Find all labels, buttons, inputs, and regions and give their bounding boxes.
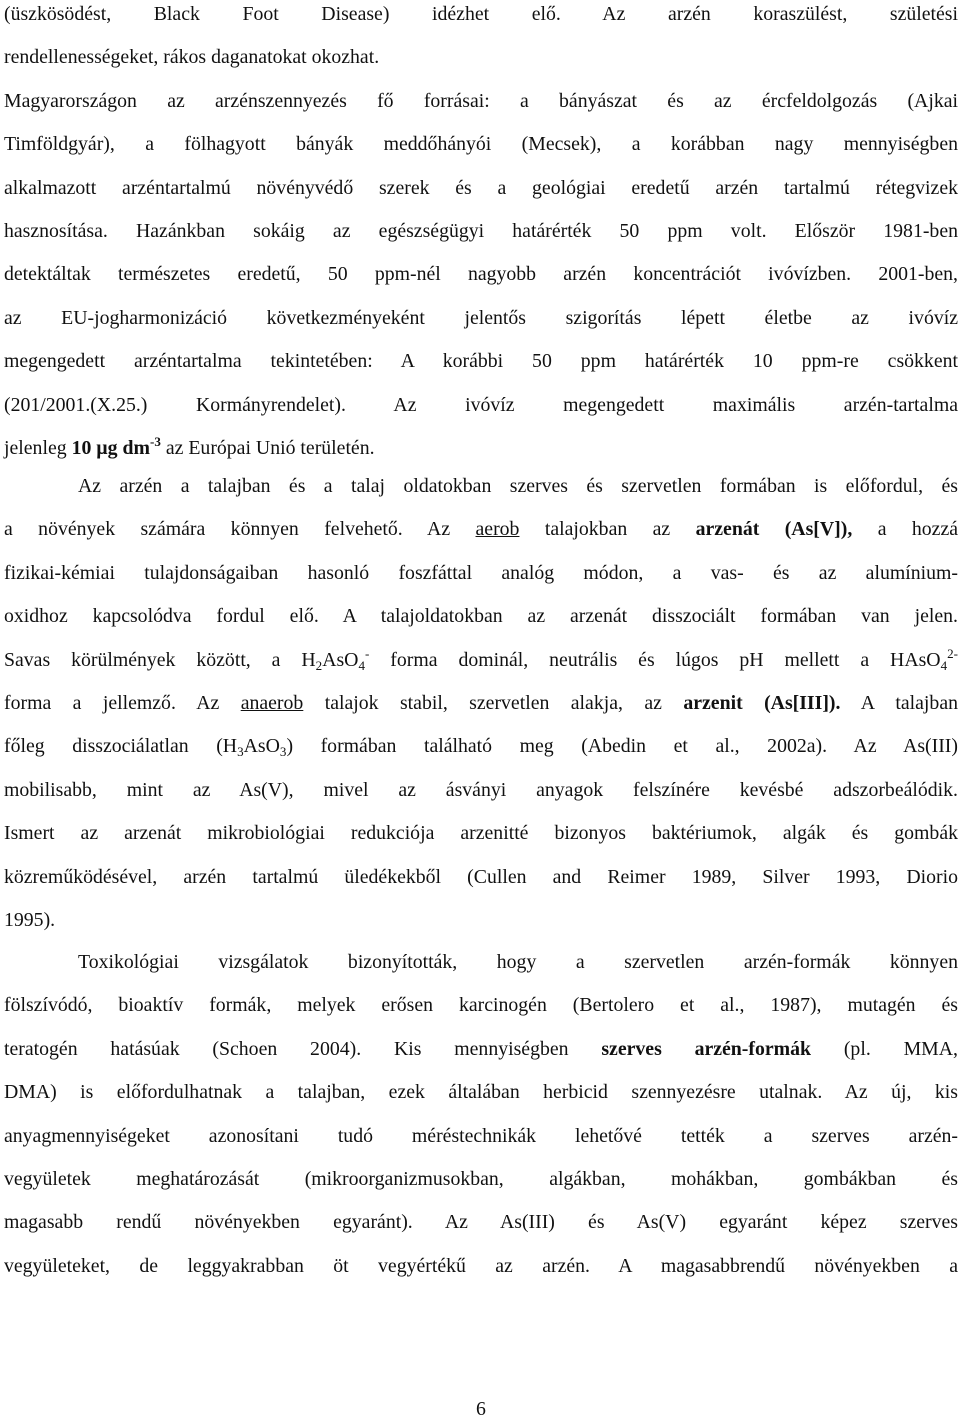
document-page: [4, 0, 958, 1420]
superscript: -: [365, 645, 370, 661]
text-line: Timföldgyár), a fölhagyott bányák meddőhányói (Mecsek), a korábban nagy mennyiségben: [4, 133, 958, 156]
text-line: anyagmennyiségeket azonosítani tudó méréstechnikák lehetővé tették a szerves arzén-: [4, 1124, 958, 1147]
paragraph-arsenic-forms-in-soil: [4, 465, 958, 942]
bold-term: szerves arzén-formák: [601, 1037, 812, 1060]
text-line: magasabb rendű növényekben egyaránt). Az As(III) és As(V) egyaránt képez szerves: [4, 1211, 958, 1234]
text-line: főleg disszociálatlan $(H_3AsO_3)$ formában található meg (Abedin et al., 2002a). Az As(III): [4, 735, 958, 760]
text-line: oxidhoz kapcsolódva fordul elő. A talajoldatokban az arzenát disszociált formában van jelen.: [4, 605, 958, 628]
text-line: fölszívódó, bioaktív formák, melyek erősen karcinogén (Bertolero et al., 1987), mutagén és: [4, 994, 958, 1017]
text-line: Magyarországon az arzénszennyezés fő forrásai: a bányászat és az ércfeldolgozás (Ajkai: [4, 89, 958, 112]
text-line: Ismert az arzenát mikrobiológiai redukciója arzenitté bizonyos baktériumok, algák és gombák: [4, 822, 958, 845]
text-line: Toxikológiai vizsgálatok bizonyították, hogy a szervetlen arzén-formák könnyen: [78, 951, 958, 973]
bold-term: arzenát (As[V]),: [695, 518, 853, 541]
text-line: a növények számára könnyen felvehető. Az aerob talajokban az arzenát (As[V]), a hozzá: [4, 518, 958, 541]
text-line: Az arzén a talajban és a talaj oldatokban szerves és szervetlen formában is előfordul, és: [78, 475, 958, 497]
text-line: megengedett arzéntartalma tekintetében: A korábbi 50 ppm határérték 10 ppm-re csökkent: [4, 350, 958, 373]
text-line: rendellenességeket, rákos daganatokat okozhat.: [4, 46, 380, 69]
text-line: DMA) is előfordulhatnak a talajban, ezek általában herbicid szennyezésre utalnak. Az új, kis: [4, 1081, 958, 1104]
text-line: hasznosítása. Hazánkban sokáig az egészségügyi határérték 50 ppm volt. Először 1981-ben: [4, 219, 958, 242]
text-run: jelenleg: [4, 436, 72, 459]
text-line: vegyületek meghatározását (mikroorganizmusokban, algákban, mohákban, gombákban és: [4, 1167, 958, 1190]
text-line: alkalmazott arzéntartalmú növényvédő szerek és a geológiai eredetű arzén tartalmú rétegvizek: [4, 176, 958, 199]
subscript: 2: [315, 657, 323, 673]
text-line: [4, 427, 958, 470]
text-line: detektáltak természetes eredetű, 50 ppm-nél nagyobb arzén koncentrációt ivóvízben. 2001-ben,: [4, 263, 958, 286]
text-line: az EU-jogharmonizáció következményeként jelentős szigorítás lépett életbe az ivóvíz: [4, 306, 958, 329]
text-line: teratogén hatásúak (Schoen 2004). Kis mennyiségben szerves arzén-formák (pl. MMA,: [4, 1037, 958, 1060]
superscript: 2-: [947, 645, 958, 661]
superscript: -3: [150, 433, 161, 449]
text-line: forma a jellemző. Az anaerob talajok stabil, szervetlen alakja, az arzenit (As[III]). A talajban: [4, 691, 958, 714]
limit-value-bold: 10 µg $dm^{-3}$: [71, 433, 161, 459]
paragraph-toxicology: [4, 941, 958, 1288]
text-line: 1995).: [4, 908, 56, 931]
subscript: 4: [358, 657, 366, 673]
paragraph-arsenic-sources: [4, 0, 958, 470]
subscript: 4: [940, 657, 948, 673]
text-run: az Európai Unió területén.: [160, 436, 375, 459]
text-line: (201/2001.(X.25.) Kormányrendelet). Az ivóvíz megengedett maximális arzén-tartalma: [4, 393, 958, 416]
text-line: Savas körülmények között, a $H_2AsO_4^-$ forma dominál, neutrális és lúgos pH mellett a HAsO$_4^{2-}$: [4, 645, 958, 673]
subscript: 3: [279, 744, 287, 760]
underlined-term: anaerob: [240, 691, 304, 714]
text-line: fizikai-kémiai tulajdonságaiban hasonló foszfáttal analóg módon, a vas- és az alumínium-: [4, 561, 958, 584]
underlined-term: aerob: [475, 518, 520, 541]
text-line: vegyületeket, de leggyakrabban öt vegyértékű az arzén. A magasabbrendű növényekben a: [4, 1254, 958, 1277]
subscript: 3: [237, 744, 244, 760]
page-number: 6: [476, 1398, 486, 1420]
text-line: közreműködésével, arzén tartalmú üledékekből (Cullen and Reimer 1989, Silver 1993, Diorio: [4, 865, 958, 888]
bold-term: arzenit (As[III]).: [683, 691, 841, 714]
text-line: mobilisabb, mint az As(V), mivel az ásványi anyagok felszínére kevésbé adszorbeálódik.: [4, 778, 958, 801]
text-line: (üszkösödést, Black Foot Disease) idézhet elő. Az arzén koraszülést, születési: [4, 3, 958, 25]
